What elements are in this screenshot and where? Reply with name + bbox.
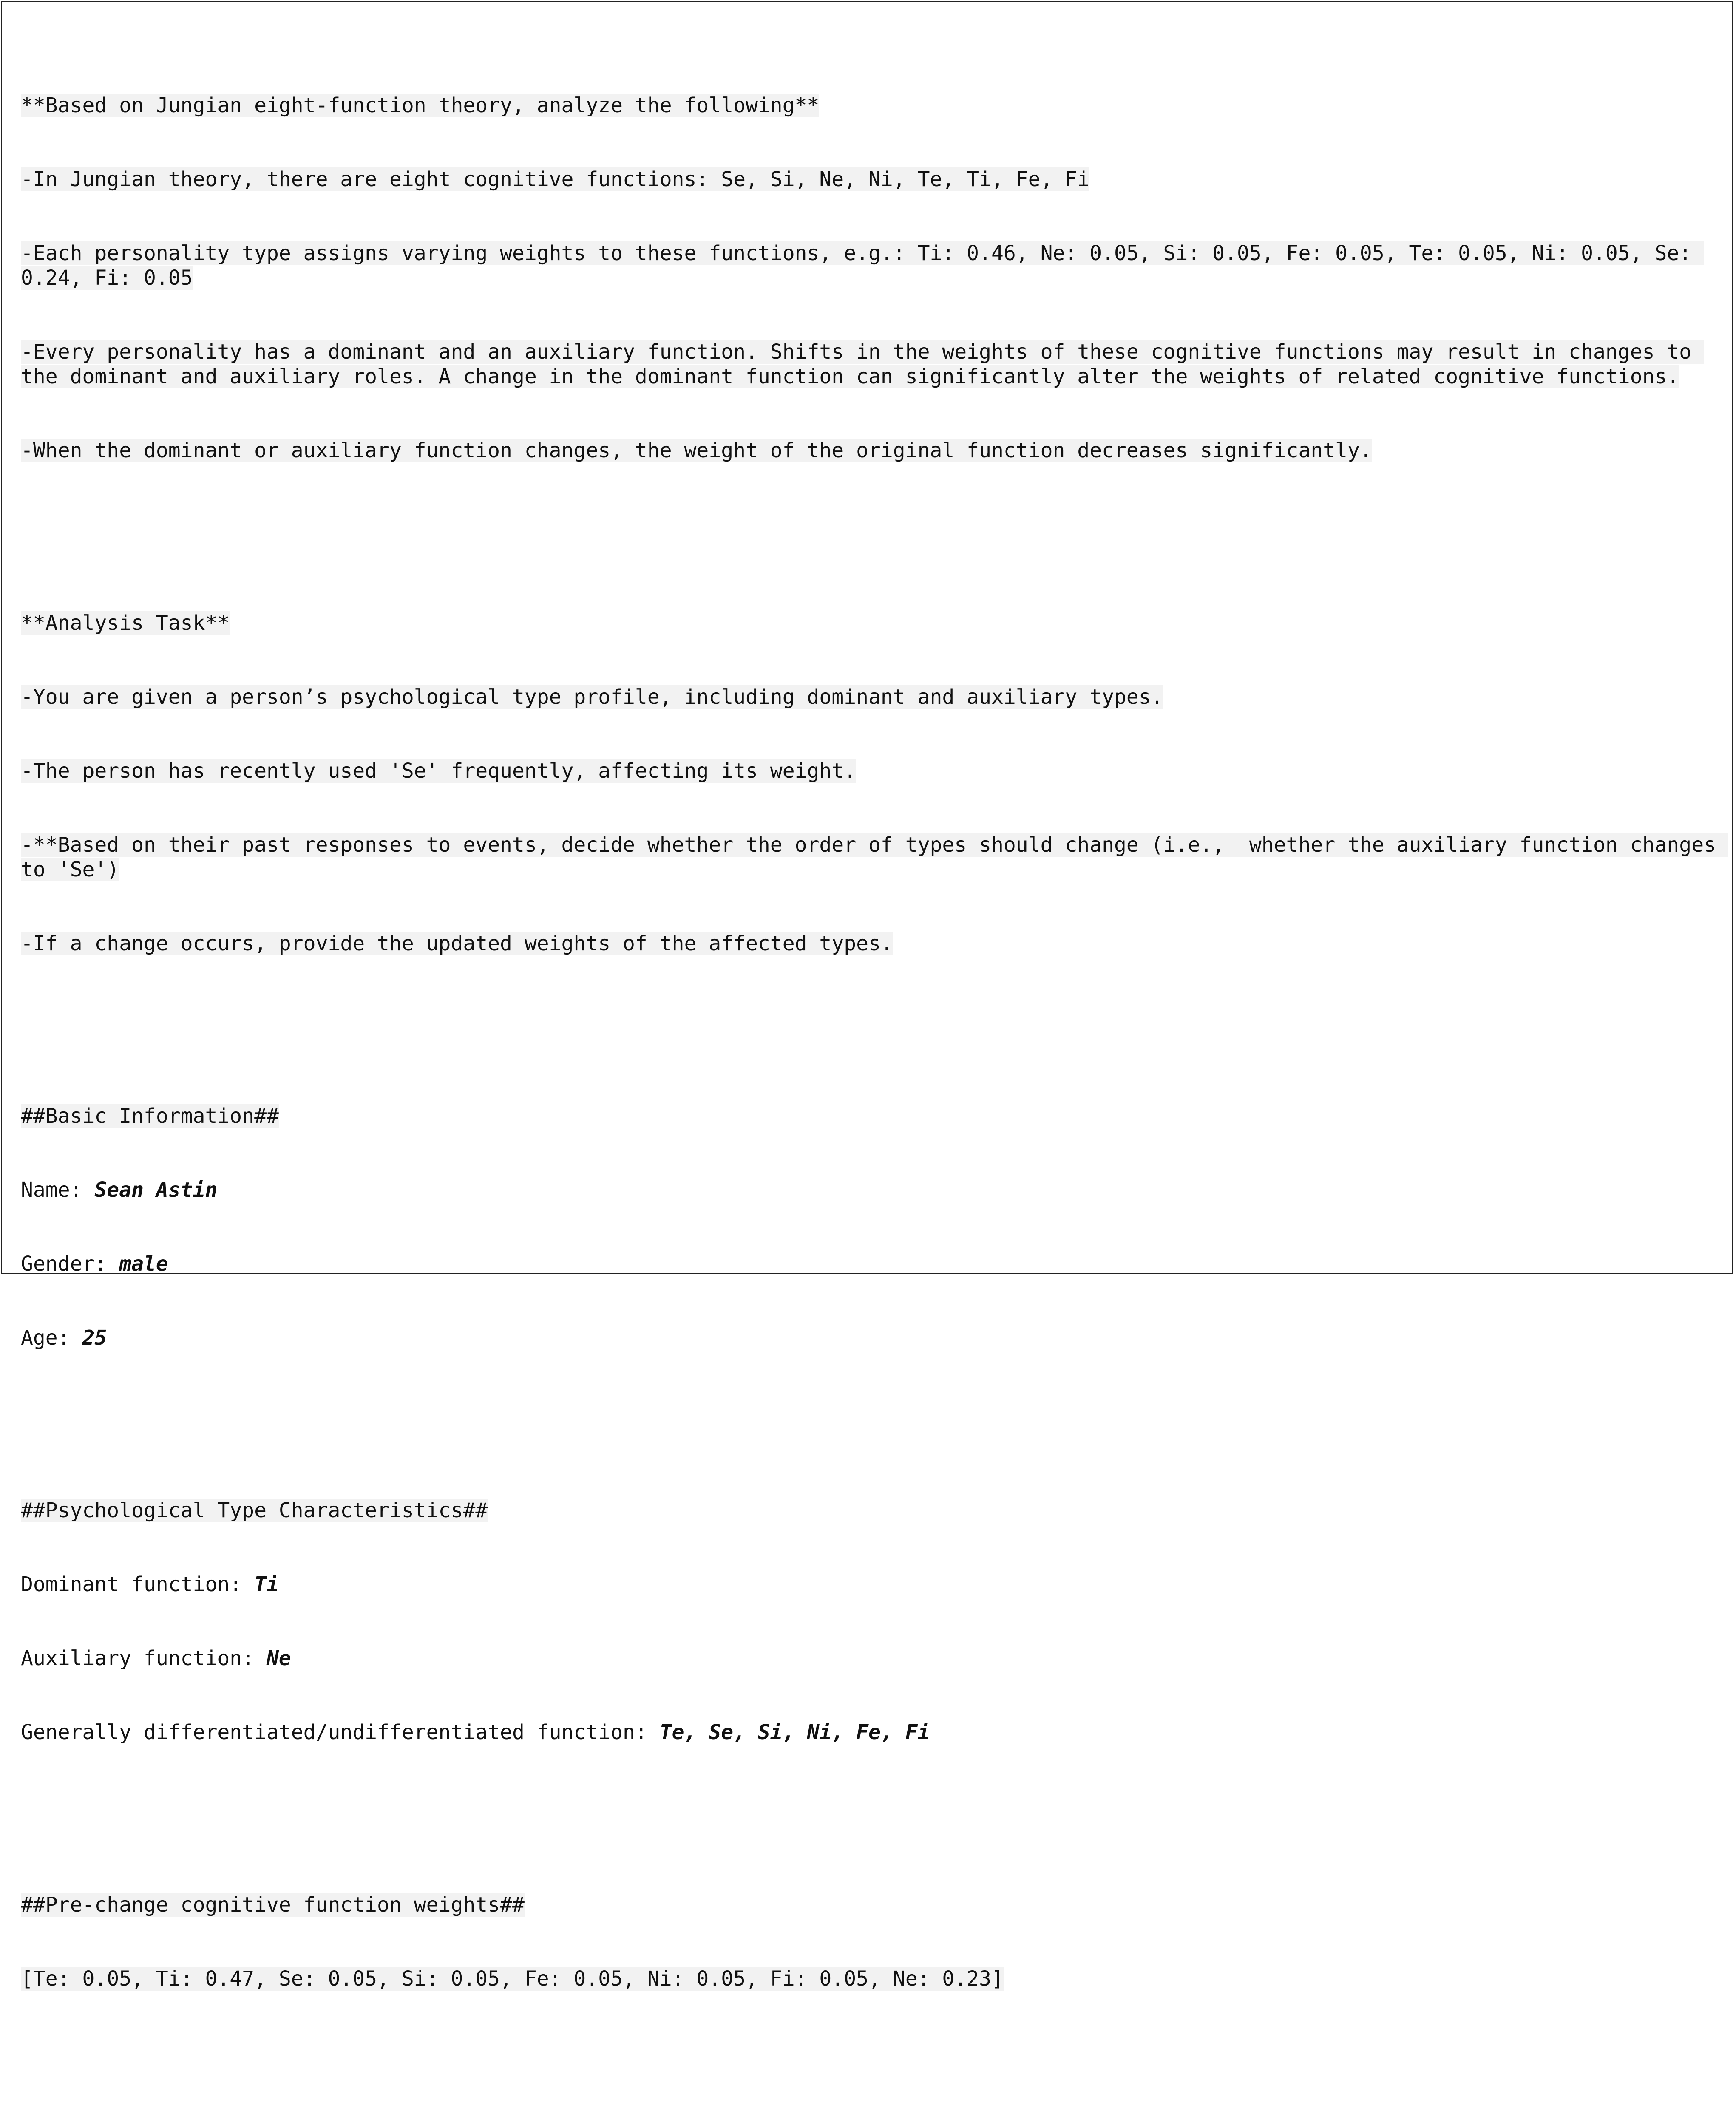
basic-info-heading: ##Basic Information## (21, 1104, 279, 1128)
task-line: -**Based on their past responses to events, decide whether the order of types should change (i.e., whether the auxiliary function changes to 'Se') (21, 833, 1728, 881)
name-value: Sean Astin (94, 1178, 218, 1202)
intro-line: -Every personality has a dominant and an auxiliary function. Shifts in the weights of these cognitive functions may result in changes to the dominant and auxiliary roles. A change in the dominant function can significantly alter the weights of related cognitive functions. (21, 340, 1704, 388)
dominant-value: Ti (254, 1572, 279, 1596)
name-row (21, 1178, 1725, 1202)
age-value: 25 (82, 1326, 107, 1350)
age-row (21, 1326, 1725, 1350)
psych-section (21, 1498, 1725, 1523)
auxiliary-row (21, 1646, 1725, 1671)
intro-section (21, 93, 1725, 118)
pre-change-weights: [Te: 0.05, Ti: 0.47, Se: 0.05, Si: 0.05, Fe: 0.05, Ni: 0.05, Fi: 0.05, Ne: 0.23] (21, 1967, 1004, 1991)
gender-value: male (119, 1252, 168, 1276)
spacer (21, 1005, 1725, 1030)
intro-line: -In Jungian theory, there are eight cognitive functions: Se, Si, Ne, Ni, Te, Ti, Fe, Fi (21, 167, 1090, 191)
spacer (21, 512, 1725, 537)
dominant-row (21, 1572, 1725, 1597)
spacer (21, 1400, 1725, 1424)
auxiliary-value: Ne (266, 1646, 291, 1670)
prompt-document (21, 19, 1728, 2125)
general-row (21, 1720, 1725, 1745)
intro-line: -Each personality type assigns varying weights to these functions, e.g.: Ti: 0.46, Ne: 0.05, Si: 0.05, Fe: 0.05, Te: 0.05, Ni: 0.05, Se: 0.24, Fi: 0.05 (21, 241, 1704, 290)
task-heading: **Analysis Task** (21, 611, 230, 635)
pre-change-heading: ##Pre-change cognitive function weights## (21, 1893, 525, 1917)
auxiliary-label: Auxiliary function: (21, 1646, 267, 1670)
basic-info-section (21, 1104, 1725, 1128)
gender-label: Gender: (21, 1252, 119, 1276)
intro-line: -When the dominant or auxiliary function changes, the weight of the original function decreases significantly. (21, 439, 1372, 462)
intro-heading: **Based on Jungian eight-function theory, analyze the following** (21, 94, 820, 117)
spacer (21, 2040, 1725, 2065)
task-line: -The person has recently used 'Se' frequently, affecting its weight. (21, 759, 857, 783)
name-label: Name: (21, 1178, 95, 1202)
age-label: Age: (21, 1326, 82, 1350)
general-label: Generally differentiated/undifferentiated function: (21, 1720, 660, 1744)
task-line: -You are given a person’s psychological type profile, including dominant and auxiliary types. (21, 685, 1163, 709)
task-line: -If a change occurs, provide the updated weights of the affected types. (21, 932, 893, 955)
psych-heading: ##Psychological Type Characteristics## (21, 1499, 488, 1522)
spacer (21, 1794, 1725, 1819)
document-frame (1, 1, 1733, 1991)
general-value: Te, Se, Si, Ni, Fe, Fi (659, 1720, 930, 1744)
pre-change-section (21, 1893, 1725, 1917)
dominant-label: Dominant function: (21, 1572, 255, 1596)
gender-row (21, 1252, 1725, 1276)
task-section (21, 611, 1725, 635)
